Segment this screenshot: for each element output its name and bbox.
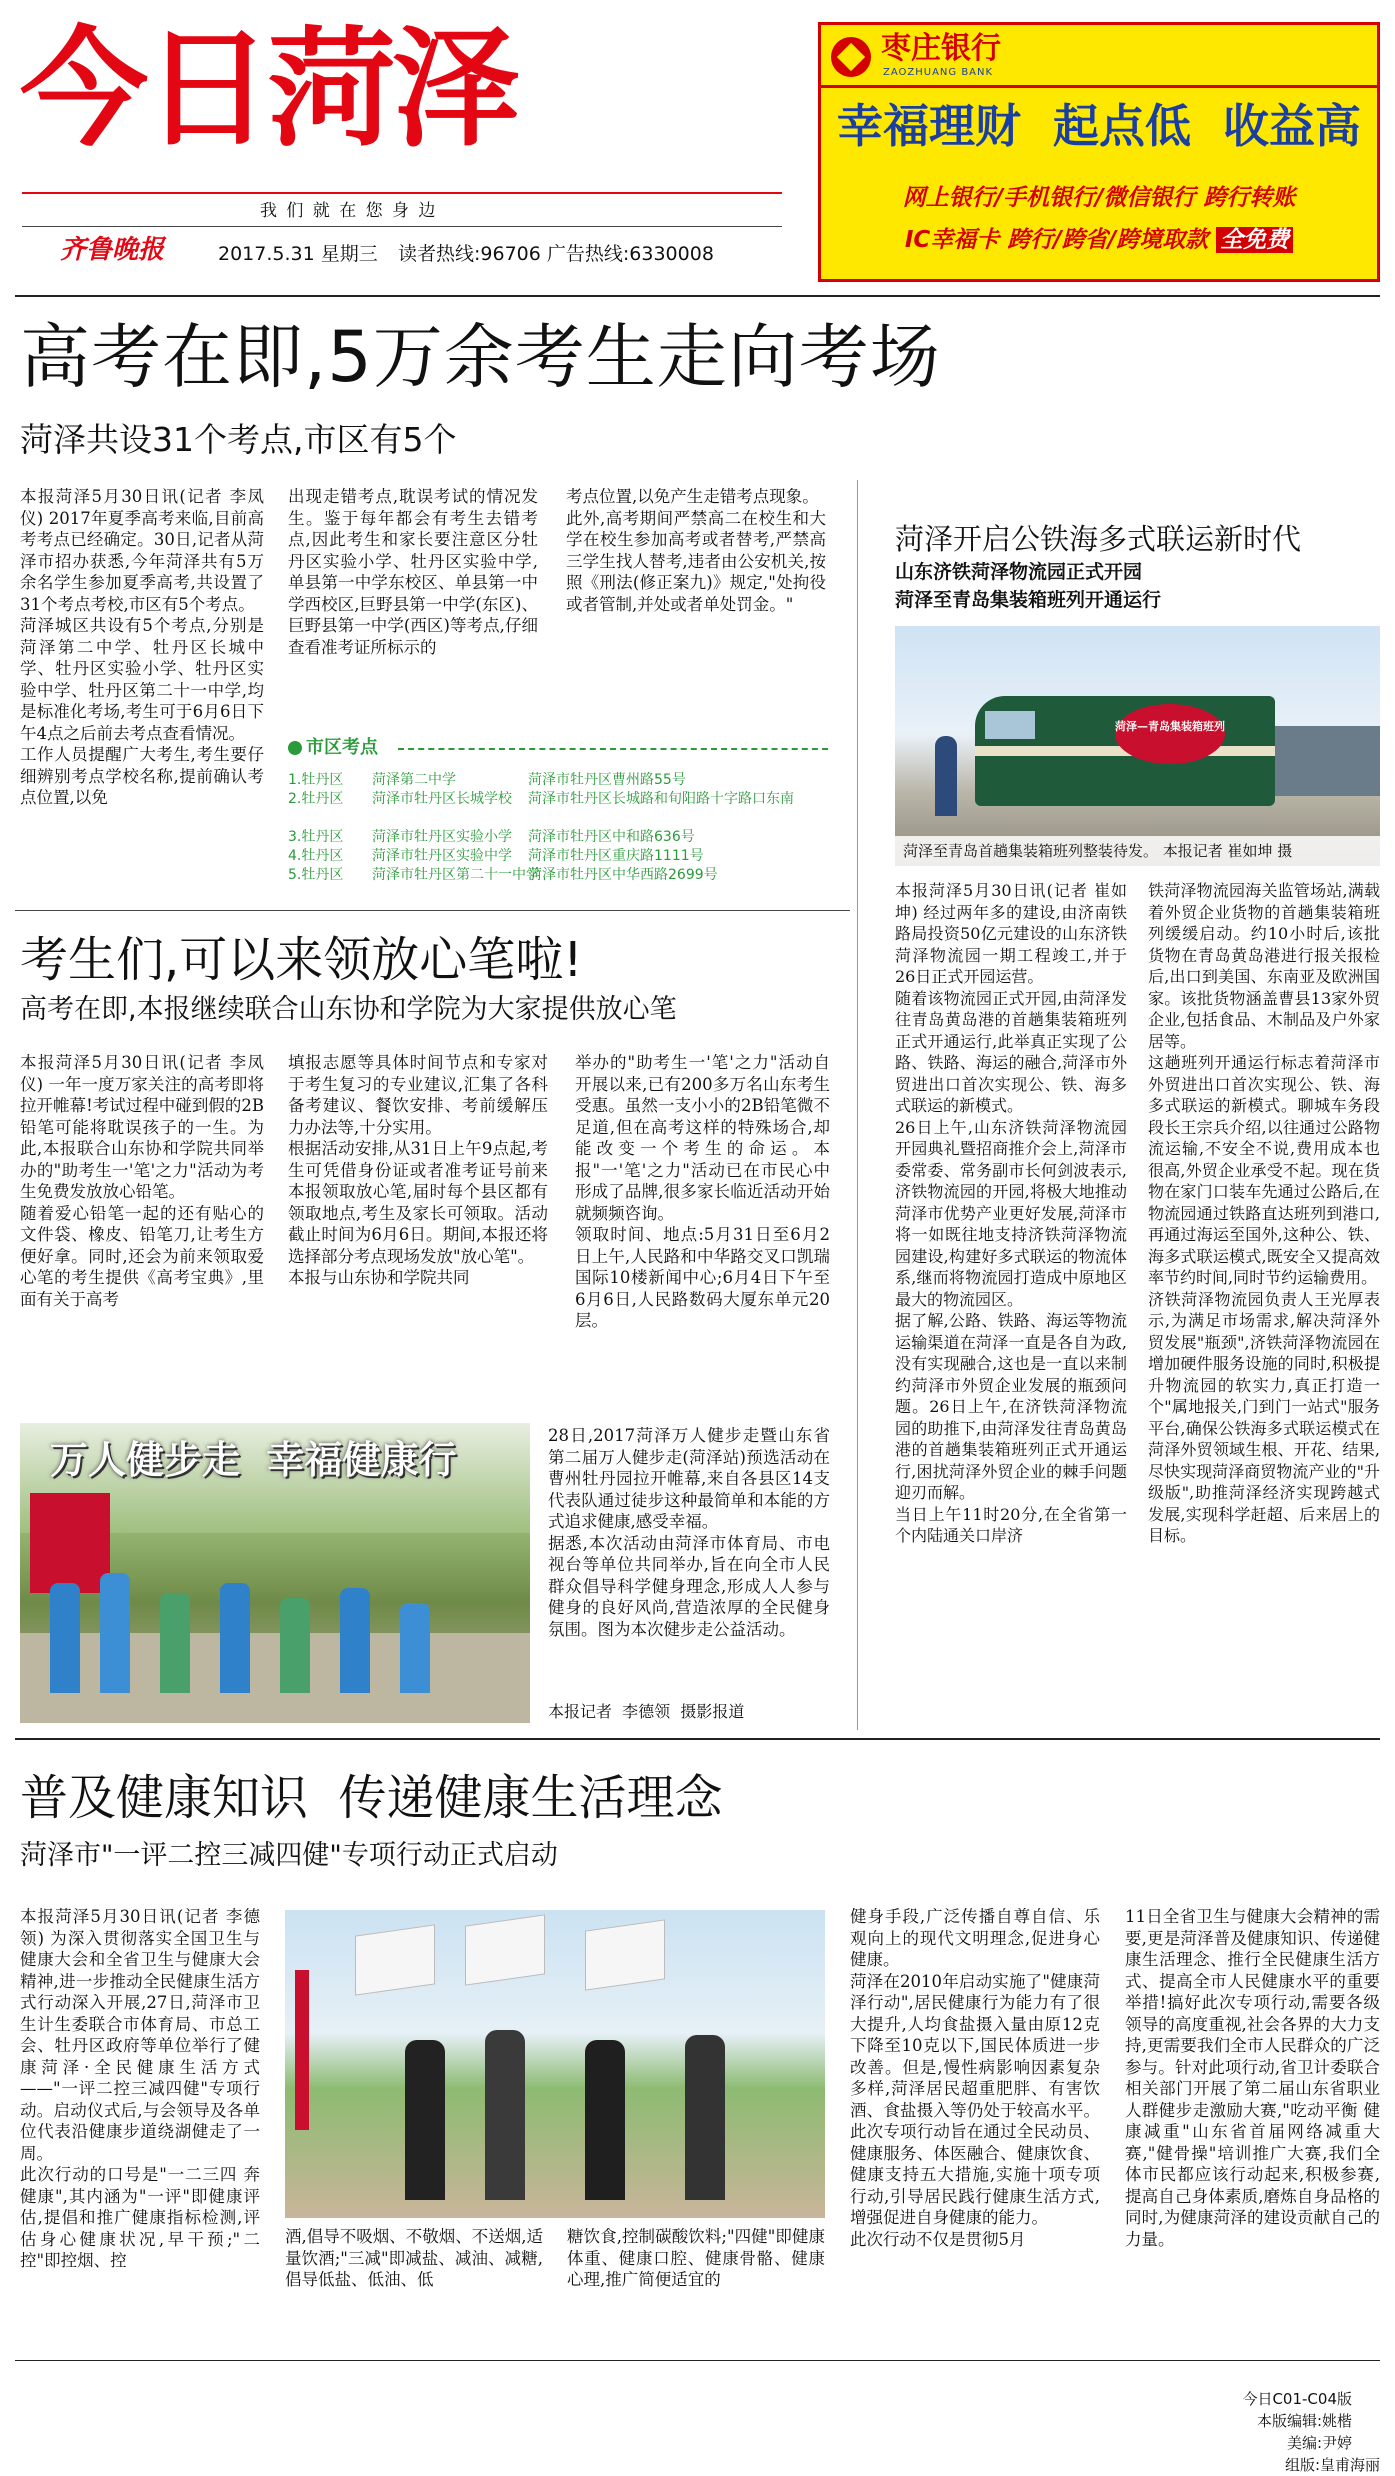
walk-credit: 本报记者 李德领 摄影报道 xyxy=(548,1702,745,1721)
table-bullet-icon xyxy=(288,741,302,755)
bank-name-en: ZAOZHUANG BANK xyxy=(883,67,994,78)
lead-divider xyxy=(857,480,858,1730)
footer-proof: 组版:皇甫海丽 xyxy=(1284,2456,1380,2474)
table-cell-district: 2.牡丹区 xyxy=(288,791,344,807)
lead-headline: 高考在即,5万余考生走向考场 xyxy=(20,316,941,398)
walker-1 xyxy=(405,2040,445,2200)
pen-col-1: 本报菏泽5月30日讯(记者 李凤仪) 一年一度万家关注的高考即将拉开帷幕!考试过程中碰到假的2B铅笔可能将耽误孩子的一生。为此,本报联合山东协和学院共同举办的"助考生一'笔'之力"活动为考生免费发放放心铅笔。 随着爱心铅笔一起的还有贴心的文件袋、橡皮、铅笔刀,让考生方便好拿。同时,还会为前来领取爱心笔的考生提供《高考宝典》,里面有关于高考 xyxy=(20,1053,264,1309)
footer xyxy=(0,2366,1380,2474)
ad-line-2-text: IC幸福卡 跨行/跨省/跨境取款 xyxy=(904,227,1209,253)
footer-rule xyxy=(15,2360,1380,2361)
rail-col-1: 本报菏泽5月30日讯(记者 崔如坤) 经过两年多的建设,由济南铁路局投资50亿元建设的山东济铁菏泽物流园一期工程竣工,并于26日正式开园运营。 随着该物流园正式开园,由菏泽发往青岛黄岛港的首趟集装箱班列正式开通运行,此举真正实现了公路、铁路、海运的融合,菏泽市外贸进出口首次实现公、铁、海多式联运的新模式。 26日上午,山东济铁菏泽物流园开园典礼暨招商推介会上,菏泽市委常委、常务副市长何剑波表示,济铁物流园的开园,将极大地推动菏泽市优势产业更好发展,菏泽市将一如既往地支持济铁菏泽物流园建设,构建好多式联运的物流体系,继而将物流园打造成中原地区最大的物流园区。 据了解,公路、铁路、海运等物流运输渠道在菏泽一直是各自为政,没有实现融合,这也是一直以来制约菏泽市外贸企业发展的瓶颈问题。26日上午,在济铁菏泽物流园的助推下,由菏泽发往青岛黄岛港的首趟集装箱班列正式开通运行,困扰菏泽外贸企业的棘手问题迎刃而解。 当日上午11时20分,在全省第一个内陆通关口岸济 xyxy=(895,881,1127,1545)
bank-logo-icon xyxy=(831,37,871,77)
table-body xyxy=(288,771,828,885)
health-photo xyxy=(285,1910,825,2218)
table-cell-district: 4.牡丹区 xyxy=(288,848,344,864)
flag-2 xyxy=(465,1914,545,1985)
table-cell-address: 菏泽市牡丹区重庆路1111号 xyxy=(528,848,704,864)
table-title xyxy=(288,735,828,763)
lead-subtitle: 菏泽共设31个考点,市区有5个 xyxy=(20,420,457,459)
rail-col-2: 铁菏泽物流园海关监管场站,满载着外贸企业货物的首趟集装箱班列缓缓启动。约10小时后,该批货物在青岛黄岛港进行报关报检后,出口到美国、东南亚及欧洲国家。该批货物涵盖曹县13家外贸企业,包括食品、木制品及户外家居等。 这趟班列开通运行标志着菏泽市外贸进出口首次实现公、铁、海多式联运的新模式。聊城车务段段长王宗兵介绍,以往通过公路物流运输,不安全不说,费用成本也很高,外贸企业承受不起。现在货物在家门口装车先通过公路后,在物流园通过铁路直达班列到港口,再通过海运至国外,这种公、铁、海多式联运模式,既安全又提高效率节约时间,同时节约运输费用。 济铁菏泽物流园负责人王光厚表示,为满足市场需求,解决菏泽外贸发展"瓶颈",济铁菏泽物流园在增加硬件服务设施的同时,积极提升物流园的软实力,真正打造一个"属地报关,门到门一站式"服务平台,确保公铁海多式联运模式在菏泽外贸领域生根、开花、结果,尽快实现菏泽商贸物流产业的"升级版",助推菏泽经济实现跨越式发展,实现科学赶超、后来居上的目标。 xyxy=(1148,881,1380,1545)
masthead xyxy=(0,0,1395,290)
footer-editor: 本版编辑:姚楷 xyxy=(1256,2412,1352,2430)
slogan: 我 们 就 在 您 身 边 xyxy=(260,201,438,221)
health-under-photo-1: 酒,倡导不吸烟、不敬烟、不送烟,适量饮酒;"三减"即减盐、减油、减糖,倡导低盐、低油、低 xyxy=(285,2227,543,2289)
table-row xyxy=(288,847,828,866)
ad-headline: 幸福理财 起点低 收益高 xyxy=(836,99,1362,153)
health-col-3: 健身手段,广泛传播自尊自信、乐观向上的现代文明理念,促进身心健康。 菏泽在2010年启动实施了"健康菏泽行动",居民健康行为能力有了很大提升,人均食盐摄入量由原12克下降至10克以下,国民体质进一步改善。但是,慢性病影响因素复杂多样,菏泽居民超重肥胖、有害饮酒、食盐摄入等仍处于较高水平。此次专项行动旨在通过全民动员、健康服务、体医融合、健康饮食、健康支持五大措施,实施十项专项行动,引导居民践行健康生活方式,增强促进自身健康的能力。 此次行动不仅是贯彻5月 xyxy=(850,1907,1100,2249)
health-subtitle: 菏泽市"一评二控三减四健"专项行动正式启动 xyxy=(20,1840,558,1871)
rail-headline: 菏泽开启公铁海多式联运新时代 xyxy=(895,522,1302,556)
table-cell-district: 1.牡丹区 xyxy=(288,772,344,788)
table-row xyxy=(288,866,828,885)
rail-sub-1: 山东济铁菏泽物流园正式开园 xyxy=(895,561,1143,583)
bank-name: 枣庄银行 xyxy=(881,31,1001,66)
exam-sites-table xyxy=(288,735,828,905)
walk-photo xyxy=(20,1423,530,1723)
table-title-text: 市区考点 xyxy=(306,737,378,758)
ad-free-label: 全免费 xyxy=(1216,227,1293,253)
paper-name: 齐鲁晚报 xyxy=(60,235,165,265)
table-cell-district: 5.牡丹区 xyxy=(288,867,344,883)
lead-col-3: 考点位置,以免产生走错考点现象。 此外,高考期间严禁高二在校生和大学在校生参加高考或者替考,严禁高三学生找人替考,违者由公安机关,按照《刑法(修正案九)》规定,"处拘役或者管制,并处或者单处罚金。" xyxy=(566,487,826,614)
bank-ad[interactable] xyxy=(818,22,1380,282)
rail-sub-2: 菏泽至青岛集装箱班列开通运行 xyxy=(895,589,1162,611)
health-rule xyxy=(15,1738,1380,1740)
table-row xyxy=(288,771,828,790)
flag-1 xyxy=(355,1924,435,1995)
ad-line-2 xyxy=(821,225,1377,255)
health-col-4: 11日全省卫生与健康大会精神的需要,更是菏泽普及健康知识、传递健康生活理念、推行全民健康生活方式、提高全市人民健康水平的重要举措!搞好此次专项行动,需要各级领导的高度重视,社会各界的大力支持,更需要我们全市人民群众的广泛参与。针对此项行动,省卫计委联合相关部门开展了第二届山东省职业人群健步走激励大赛,"吃动平衡 健康减重"山东省首届网络减重大赛,"健骨操"培训推广大赛,我们全体市民都应该行动起来,积极参赛,提高自己身体素质,磨炼自身品格的同时,为健康菏泽的建设贡献自己的力量。 xyxy=(1125,1907,1380,2249)
walkers-group xyxy=(50,1563,490,1713)
pen-col-3: 举办的"助考生一'笔'之力"活动自开展以来,已有200多万名山东考生受惠。虽然一支小小的2B铅笔微不足道,但在高考这样的特殊场合,却能改变一个考生的命运。本报"一'笔'之力"活动已在市民心中形成了品牌,很多家长临近活动开始就频频咨询。 领取时间、地点:5月31日至6月2日上午,人民路和中华路交叉口凯瑞国际10楼新闻中心;6月4日下午至6月6日,人民路数码大厦东单元20层。 xyxy=(575,1053,830,1330)
health-col-1: 本报菏泽5月30日讯(记者 李德领) 为深入贯彻落实全国卫生与健康大会和全省卫生与健康大会精神,进一步推动全民健康生活方式行动深入开展,27日,菏泽市卫生计生委联合市体育局、市总工会、牡丹区政府等单位举行了健康菏泽·全民健康生活方式——"一评二控三减四健"专项行动。启动仪式后,与会领导及各单位代表沿健康步道绕湖健走了一周。 此次行动的口号是"一二三四 奔健康",其内涵为"一评"即健康评估,提倡和推广健康指标检测,评估身心健康状况,早干预;"二控"即控烟、控 xyxy=(20,1907,260,2270)
lead-col-2: 出现走错考点,耽误考试的情况发生。鉴于每年都会有考生去错考点,因此考生和家长要注意区分牡丹区实验小学、牡丹区实验中学,单县第一中学东校区、单县第一中学西校区,巨野县第一中学(东区)、巨野县第一中学(西区)等考点,仔细查看准考证所标示的 xyxy=(288,487,538,657)
table-cell-address: 菏泽市牡丹区长城路和旬阳路十字路口东南 xyxy=(528,791,794,807)
table-cell-district: 3.牡丹区 xyxy=(288,829,344,845)
slogan-rule xyxy=(22,226,782,227)
table-cell-address: 菏泽市牡丹区曹州路55号 xyxy=(528,772,686,788)
walk-banner: 万人健步走 幸福健康行 xyxy=(50,1438,457,1482)
logo-underline xyxy=(22,192,782,194)
health-headline: 普及健康知识 传递健康生活理念 xyxy=(20,1770,723,1826)
ad-line-1: 网上银行/手机银行/微信银行 跨行转账 xyxy=(902,185,1296,211)
table-row xyxy=(288,790,828,828)
footer-pages: 今日C01-C04版 xyxy=(1242,2390,1352,2408)
pen-subtitle: 高考在即,本报继续联合山东协和学院为大家提供放心笔 xyxy=(20,994,677,1025)
table-cell-school: 菏泽市牡丹区第二十一中学 xyxy=(372,867,540,883)
hotlines: 读者热线:96706 广告热线:6330008 xyxy=(398,243,714,265)
dateline: 2017.5.31 星期三 xyxy=(218,243,378,265)
masthead-rule xyxy=(15,295,1380,297)
table-cell-school: 菏泽市牡丹区实验小学 xyxy=(372,829,512,845)
footer-art: 美编:尹婷 xyxy=(1286,2434,1352,2452)
train-sign xyxy=(1115,704,1225,764)
walk-text: 28日,2017菏泽万人健步走暨山东省第二届万人健步走(菏泽站)预选活动在曹州牡丹园拉开帷幕,来自各县区14支代表队通过徒步这种最简单和本能的方式追求健康,感受幸福。 据悉,本次活动由菏泽市体育局、市电视台等单位共同举办,旨在向全市人民群众倡导科学健身理念,形成人人参与健身的良好风尚,营造浓厚的全民健身氛围。图为本次健步走公益活动。 xyxy=(548,1426,830,1639)
table-row xyxy=(288,828,828,847)
pen-col-2: 填报志愿等具体时间节点和专家对于考生复习的专业建议,汇集了各科备考建议、餐饮安排、考前缓解压力办法等,十分实用。 根据活动安排,从31日上午9点起,考生可凭借身份证或者准考证号前来本报领取放心笔,届时每个县区都有领取地点,考生及家长可领取。活动截止时间为6月6日。期间,本报还将选择部分考点现场发放"放心笔"。 本报与山东协和学院共同 xyxy=(288,1053,548,1287)
walker-3 xyxy=(585,2040,625,2200)
health-under-photo-2: 糖饮食,控制碳酸饮料;"四健"即健康体重、健康口腔、健康骨骼、健康心理,推广简便适宜的 xyxy=(567,2227,825,2289)
train-photo xyxy=(895,626,1380,866)
newspaper-logo: 今日菏泽 xyxy=(20,15,517,164)
table-cell-school: 菏泽第二中学 xyxy=(372,772,456,788)
table-cell-address: 菏泽市牡丹区中和路636号 xyxy=(528,829,695,845)
table-cell-address: 菏泽市牡丹区中华西路2699号 xyxy=(528,867,718,883)
train-photo-caption: 菏泽至青岛首趟集装箱班列整装待发。 本报记者 崔如坤 摄 xyxy=(895,836,1380,866)
lead-col-1: 本报菏泽5月30日讯(记者 李凤仪) 2017年夏季高考来临,目前高考考点已经确定。30日,记者从菏泽市招办获悉,今年菏泽共有5万余名学生参加夏季高考,共设置了31个考点考校,市区有5个考点。 菏泽城区共设有5个考点,分别是菏泽第二中学、牡丹区长城中学、牡丹区实验小学、牡丹区实验中学、牡丹区第二十一中学,均是标准化考场,考生可于6月6日下午4点之后前去考点查看情况。 工作人员提醒广大考生,考生要仔细辨别考点学校名称,提前确认考点位置,以免 xyxy=(20,487,264,807)
walker-4 xyxy=(685,2035,725,2200)
flag-3 xyxy=(585,1919,665,1990)
table-cell-school: 菏泽市牡丹区实验中学 xyxy=(372,848,512,864)
walker-2 xyxy=(485,2030,525,2200)
person-figure xyxy=(935,736,957,816)
table-cell-school: 菏泽市牡丹区长城学校 xyxy=(372,791,512,807)
pen-headline: 考生们,可以来领放心笔啦! xyxy=(20,932,583,988)
train-sign-text: 菏泽—青岛集装箱班列 xyxy=(1115,720,1225,733)
